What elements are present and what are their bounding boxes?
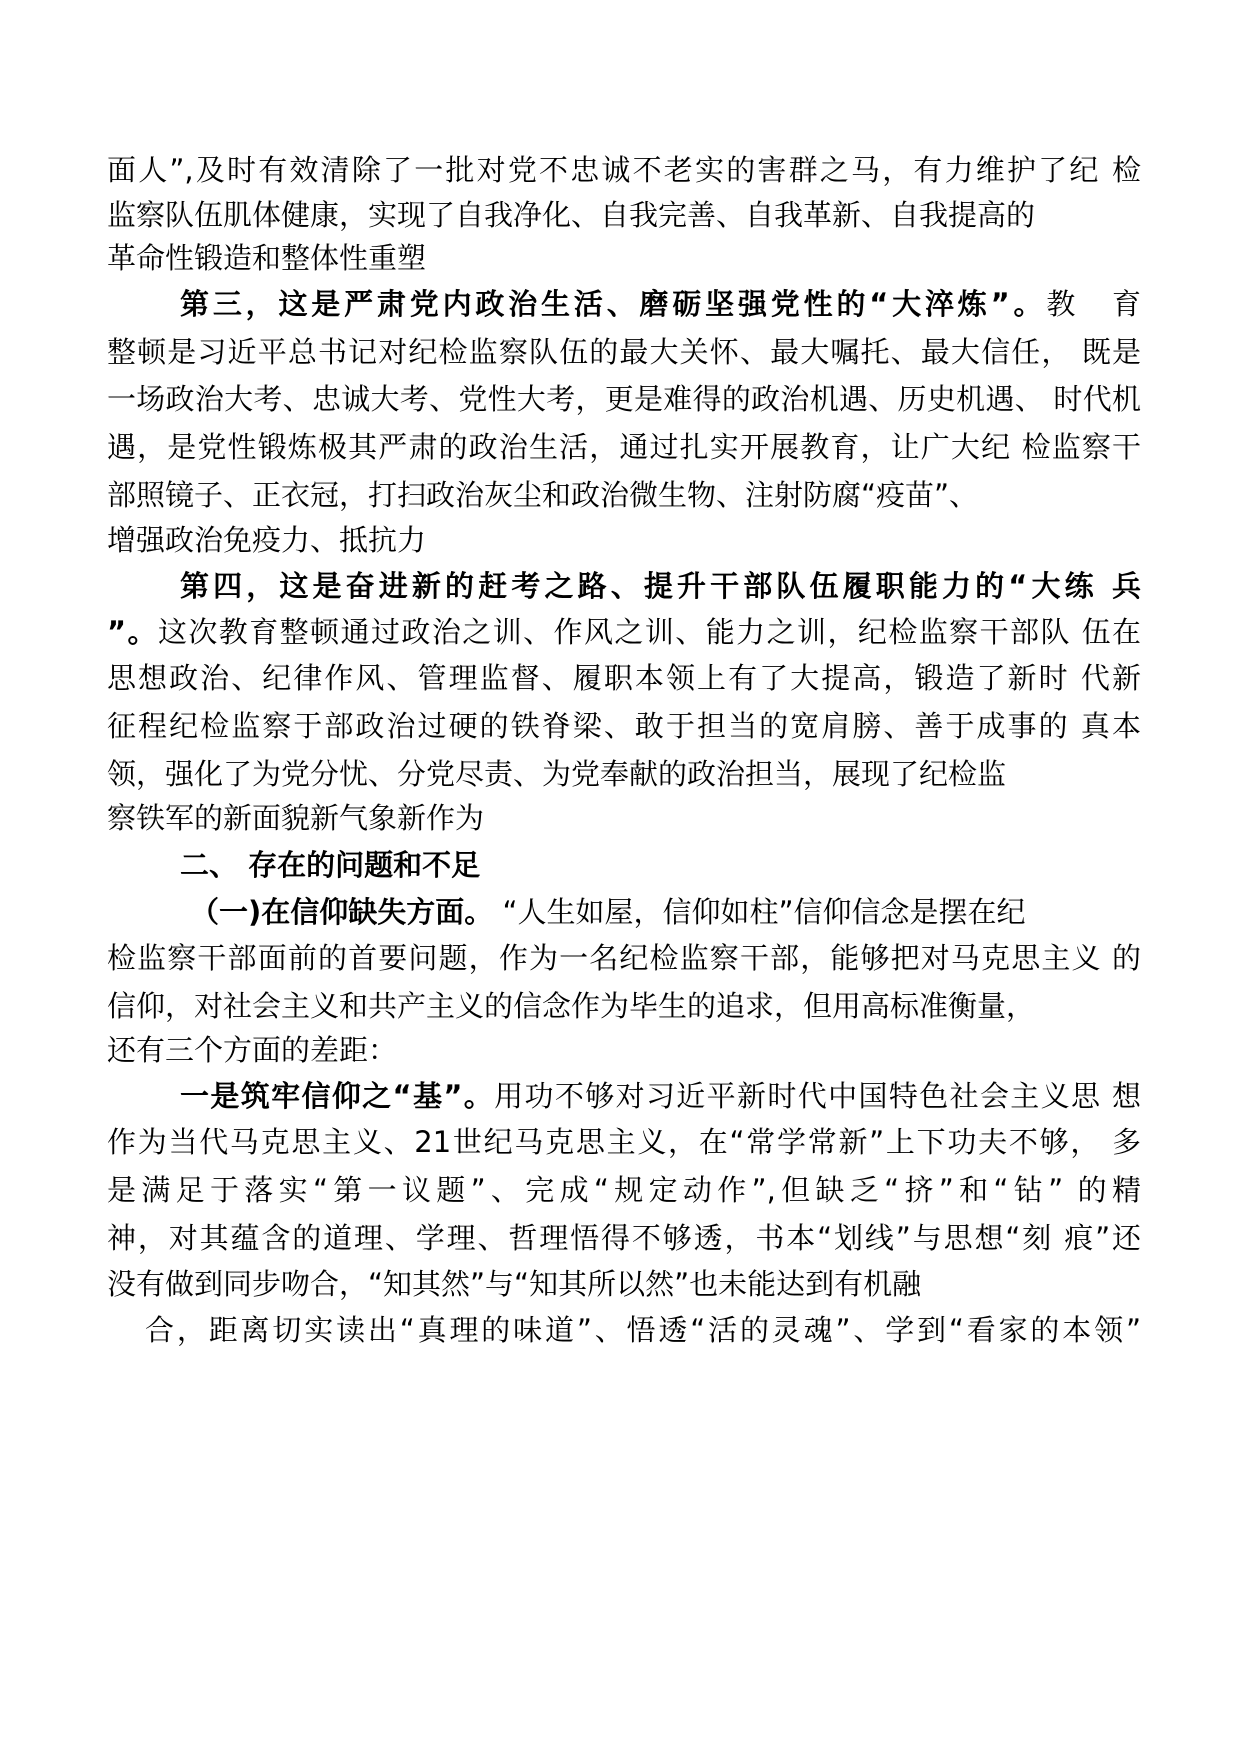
subsection-heading-line bbox=[190, 894, 1026, 930]
paragraph-line: 检监察干部面前的首要问题，作为一名纪检监察干部，能够把对马克思主义 的 bbox=[107, 941, 1141, 975]
paragraph-line: 面人”,及时有效清除了一批对党不忠诚不老实的害群之马，有力维护了纪 检 bbox=[107, 153, 1141, 187]
section-heading-line bbox=[180, 286, 1141, 322]
paragraph-line: 神，对其蕴含的道理、学理、哲理悟得不够透，书本“划线”与思想“刻 痕”还 bbox=[107, 1221, 1141, 1255]
paragraph-line: 察铁军的新面貌新气象新作为 bbox=[107, 801, 485, 835]
paragraph-line: 领，强化了为党分忧、分党尽责、为党奉献的政治担当，展现了纪检监 bbox=[107, 757, 1007, 791]
section-title-problems: 二、 存在的问题和不足 bbox=[180, 848, 481, 882]
paragraph-line: 遇，是党性锻炼极其严肃的政治生活，通过扎实开展教育，让广大纪 检监察干 bbox=[107, 430, 1141, 464]
paragraph-line: 没有做到同步吻合，“知其然”与“知其所以然”也未能达到有机融 bbox=[107, 1267, 922, 1301]
paragraph-line: 监察队伍肌体健康，实现了自我净化、自我完善、自我革新、自我提高的 bbox=[107, 198, 1036, 232]
paragraph-line: 是满足于落实“第一议题”、完成“规定动作”,但缺乏“挤”和“钻” 的精 bbox=[107, 1173, 1141, 1207]
paragraph-line: 整顿是习近平总书记对纪检监察队伍的最大关怀、最大嘱托、最大信任， 既是 bbox=[107, 335, 1141, 369]
section-heading-fourth: 第四，这是奋进新的赶考之路、提升干部队伍履职能力的“大练 兵 bbox=[180, 569, 1141, 603]
point-heading-foundation: 一是筑牢信仰之“基”。 bbox=[180, 1079, 495, 1113]
point-heading-line bbox=[180, 1078, 1141, 1114]
closing-quote: ”。 bbox=[107, 615, 158, 649]
paragraph-line: 思想政治、纪律作风、管理监督、履职本领上有了大提高，锻造了新时 代新 bbox=[107, 661, 1141, 695]
paragraph-line: 征程纪检监察于部政治过硬的铁脊梁、敢于担当的宽肩膀、善于成事的 真本 bbox=[107, 709, 1141, 743]
paragraph-line: 作为当代马克思主义、21世纪马克思主义，在“常学常新”上下功夫不够， 多 bbox=[107, 1125, 1141, 1159]
subsection-heading-belief: （一)在信仰缺失方面。 bbox=[190, 895, 494, 929]
paragraph-text: 教 育 bbox=[1046, 287, 1141, 321]
paragraph-line: 部照镜子、正衣冠，打扫政治灰尘和政治微生物、注射防腐“疫苗”、 bbox=[107, 478, 979, 512]
paragraph-line: 增强政治免疫力、抵抗力 bbox=[107, 523, 427, 557]
section-heading-third: 第三，这是严肃党内政治生活、磨砺坚强党性的“大淬炼”。 bbox=[180, 287, 1047, 321]
paragraph-text: “人生如屋，信仰如柱”信仰信念是摆在纪 bbox=[493, 895, 1026, 929]
paragraph-line: 信仰，对社会主义和共产主义的信念作为毕生的追求，但用高标准衡量， bbox=[107, 989, 1036, 1023]
paragraph-line: 还有三个方面的差距： bbox=[107, 1033, 398, 1067]
paragraph-line: 一场政治大考、忠诚大考、党性大考，更是难得的政治机遇、历史机遇、 时代机 bbox=[107, 382, 1141, 416]
paragraph-line: 合，距离切实读出“真理的味道”、悟透“活的灵魂”、学到“看家的本领” bbox=[145, 1313, 1141, 1347]
paragraph-line: 革命性锻造和整体性重塑 bbox=[107, 241, 427, 275]
paragraph-text: 用功不够对习近平新时代中国特色社会主义思 想 bbox=[494, 1079, 1141, 1113]
paragraph-text: 这次教育整顿通过政治之训、作风之训、能力之训，纪检监察干部队 伍在 bbox=[157, 615, 1141, 649]
paragraph-line bbox=[107, 614, 1141, 650]
